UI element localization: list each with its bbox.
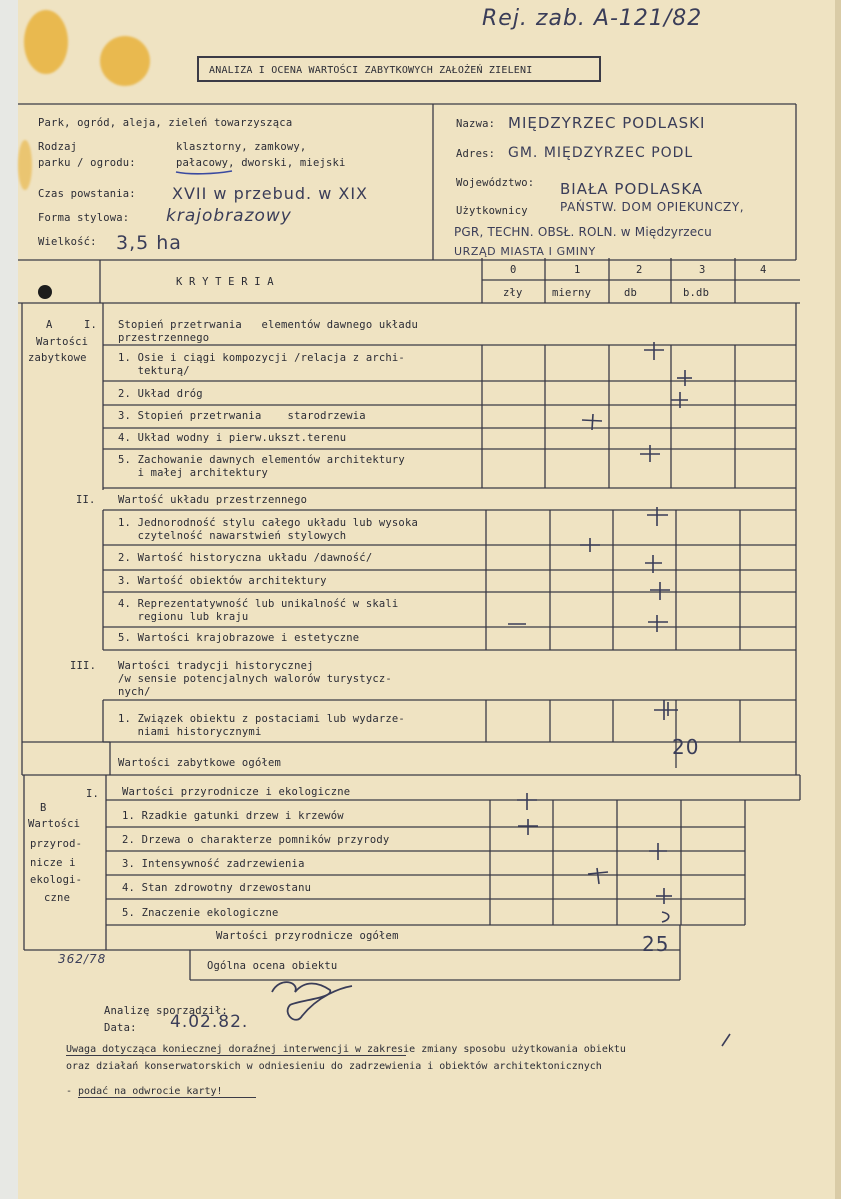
note-line-2: oraz działań konserwatorskich w odniesieniu do zadrzewienia i obiektów architektonicznych (66, 1061, 602, 1072)
section-b-total-label: Wartości przyrodnicze ogółem (216, 930, 399, 942)
group-iii-title-3: nych/ (118, 686, 151, 698)
form-title: ANALIZA I OCENA WARTOŚCI ZABYTKOWYCH ZAŁOŻEŃ ZIELENI (209, 65, 533, 76)
criterion-a1-4: 4. Układ wodny i pierw.ukszt.terenu (118, 432, 347, 444)
criterion-b2: 2. Drzewa o charakterze pomników przyrody (122, 834, 390, 846)
wojewodztwo-value: BIAŁA PODLASKA (560, 180, 704, 198)
section-b-number: I. (86, 788, 100, 800)
adres-value: GM. MIĘDZYRZEC PODL (508, 145, 694, 161)
criterion-a2-5: 5. Wartości krajobrazowe i estetyczne (118, 632, 360, 644)
czas-label: Czas powstania: (38, 188, 136, 200)
criterion-a2-4-line2: regionu lub kraju (118, 611, 249, 623)
score-col-2: 2 (636, 264, 643, 276)
section-a-total-value: 20 (672, 735, 700, 759)
section-b-total-value: 25 (642, 932, 670, 956)
forma-label: Forma stylowa: (38, 212, 130, 224)
score-subcol-mierny: mierny (552, 287, 592, 299)
criterion-a2-2: 2. Wartość historyczna układu /dawność/ (118, 552, 373, 564)
rodzaj-label: Rodzaj (38, 141, 78, 153)
criterion-a3-1-line1: 1. Związek obiektu z postaciami lub wydarze- (118, 713, 405, 725)
criterion-b3: 3. Intensywność zadrzewienia (122, 858, 305, 870)
date-label: Data: (104, 1022, 137, 1034)
group-i-title-1: Stopień przetrwania elementów dawnego układu (118, 319, 418, 331)
section-b-label-5: czne (44, 892, 71, 904)
criterion-a2-1-line2: czytelność nawarstwień stylowych (118, 530, 347, 542)
criterion-a1-5-line2: i małej architektury (118, 467, 268, 479)
section-b-title: Wartości przyrodnicze i ekologiczne (122, 786, 351, 798)
wielkosc-label: Wielkość: (38, 236, 97, 248)
criterion-a2-4-line1: 4. Reprezentatywność lub unikalność w skali (118, 598, 399, 610)
score-col-3: 3 (699, 264, 706, 276)
uzytkownicy-value-2: PGR, TECHN. OBSŁ. ROLN. w Międzyrzecu (454, 225, 712, 239)
criterion-a1-1-line1: 1. Osie i ciągi kompozycji /relacja z archi- (118, 352, 405, 364)
overall-rating-label: Ogólna ocena obiektu (207, 960, 338, 972)
criterion-a1-3: 3. Stopień przetrwania starodrzewia (118, 410, 366, 422)
section-b-label-1: Wartości (28, 818, 81, 830)
note-underline-2 (78, 1097, 256, 1098)
uzytkownicy-value-1: PAŃSTW. DOM OPIEKUNCZY, (560, 200, 745, 214)
score-subcol-db: db (624, 287, 638, 299)
registry-reference: Rej. zab. A-121/82 (482, 6, 703, 31)
rodzaj-values-2: pałacowy, dworski, miejski (176, 157, 346, 169)
section-a-label-1: Wartości (36, 336, 89, 348)
score-subcol-zly: zły (503, 287, 523, 299)
score-subcol-bdb: b.db (683, 287, 710, 299)
section-b-label-4: ekologi- (30, 874, 83, 886)
criteria-header-label: K R Y T E R I A (176, 276, 274, 288)
section-b-letter: B (40, 802, 47, 814)
criterion-b1: 1. Rzadkie gatunki drzew i krzewów (122, 810, 344, 822)
note-line-1: Uwaga dotycząca koniecznej doraźnej interwencji w zakresie zmiany sposobu użytkowania obiektu (66, 1044, 626, 1055)
criterion-a1-5-line1: 5. Zachowanie dawnych elementów architektury (118, 454, 405, 466)
group-i-number: I. (84, 319, 98, 331)
note-underline-1 (66, 1055, 406, 1056)
parku-label: parku / ogrodu: (38, 157, 136, 169)
group-iii-number: III. (70, 660, 97, 672)
section-b-label-3: nicze i (30, 857, 76, 869)
group-iii-title-2: /w sensie potencjalnych walorów turystycz- (118, 673, 392, 685)
group-ii-number: II. (76, 494, 96, 506)
group-i-title-2: przestrzennego (118, 332, 210, 344)
section-b-label-2: przyrod- (30, 838, 83, 850)
reference-number: 362/78 (58, 952, 107, 966)
group-ii-title: Wartość układu przestrzennego (118, 494, 308, 506)
analysis-author-label: Analizę sporządził: (104, 1005, 228, 1017)
wielkosc-value: 3,5 ha (116, 232, 182, 254)
nazwa-value: MIĘDZYRZEC PODLASKI (508, 114, 706, 132)
section-a-total-label: Wartości zabytkowe ogółem (118, 757, 282, 769)
section-a-label-2: zabytkowe (28, 352, 87, 364)
uzytkownicy-label: Użytkownicy (456, 205, 528, 217)
score-col-0: 0 (510, 264, 517, 276)
adres-label: Adres: (456, 148, 496, 160)
czas-value: XVII w przebud. w XIX (172, 184, 369, 203)
section-a-letter: A (46, 319, 53, 331)
criterion-a2-3: 3. Wartość obiektów architektury (118, 575, 327, 587)
rodzaj-values-1: klasztorny, zamkowy, (176, 141, 307, 153)
score-col-1: 1 (574, 264, 581, 276)
criterion-a1-1-line2: tekturą/ (118, 365, 190, 377)
nazwa-label: Nazwa: (456, 118, 496, 130)
forma-value: krajobrazowy (166, 206, 292, 226)
date-value: 4.02.82. (170, 1012, 249, 1032)
group-iii-title-1: Wartości tradycji historycznej (118, 660, 314, 672)
park-type-line: Park, ogród, aleja, zieleń towarzysząca (38, 117, 293, 129)
uzytkownicy-value-3: URZĄD MIASTA I GMINY (454, 245, 596, 258)
criterion-a3-1-line2: niami historycznymi (118, 726, 262, 738)
criterion-b4: 4. Stan zdrowotny drzewostanu (122, 882, 312, 894)
criterion-a1-2: 2. Układ dróg (118, 388, 203, 400)
criterion-a2-1-line1: 1. Jednorodność stylu całego układu lub wysoka (118, 517, 418, 529)
note-line-3: - podać na odwrocie karty! (66, 1086, 223, 1097)
criterion-b5: 5. Znaczenie ekologiczne (122, 907, 279, 919)
score-col-4: 4 (760, 264, 767, 276)
wojewodztwo-label: Województwo: (456, 177, 535, 189)
